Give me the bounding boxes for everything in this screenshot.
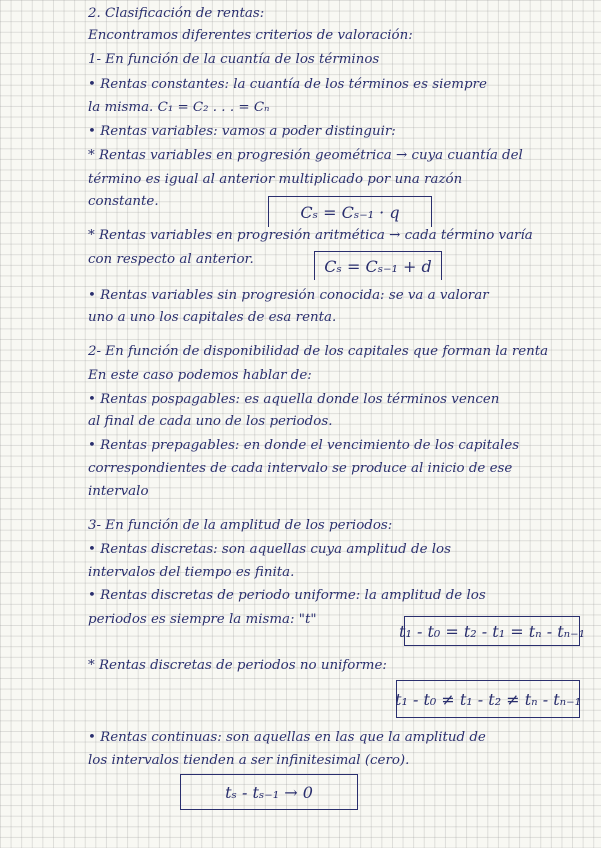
text-line: los intervalos tienden a ser infinitesimal (cero). — [88, 753, 410, 768]
text-line: la misma. C — [88, 100, 168, 115]
text-line: uno a uno los capitales de esa renta. — [88, 310, 337, 325]
text-line: * Rentas variables en progresión aritmética → cada término varía — [88, 228, 533, 243]
text-line: correspondientes de cada intervalo se produce al inicio de ese — [88, 461, 513, 476]
text-line: * Rentas discretas de periodos no uniforme: — [88, 658, 387, 673]
text-line: * Rentas variables en progresión geométrica → cuya cuantía del — [88, 148, 523, 163]
text-line: Encontramos diferentes criterios de valoración: — [88, 28, 413, 43]
subsection-heading: 2- En función de disponibilidad de los capitales que forman la renta — [88, 344, 549, 359]
formula-arithmetic: Cₛ = Cₛ₋₁ + d — [314, 251, 442, 280]
text-line: • Rentas discretas: son aquellas cuya amplitud de los — [88, 542, 451, 557]
text-line: intervalos del tiempo es finita. — [88, 565, 295, 580]
text-line: periodos es siempre la misma: "t" — [88, 612, 317, 627]
text-line: • Rentas variables sin progresión conocida: se va a valorar — [88, 288, 489, 303]
inline-formula: ₁ = C₂ . . . = Cₙ — [167, 100, 270, 115]
formula-uniform: t₁ - t₀ = t₂ - t₁ = tₙ - tₙ₋₁ — [404, 616, 580, 646]
subsection-heading: 3- En función de la amplitud de los periodos: — [88, 518, 393, 533]
text-line: al final de cada uno de los periodos. — [88, 414, 333, 429]
text-line: • Rentas continuas: son aquellas en las que la amplitud de — [88, 730, 486, 745]
formula-continuous: tₛ - tₛ₋₁ → 0 — [180, 774, 358, 810]
text-line: • Rentas constantes: la cuantía de los términos es siempre — [88, 77, 487, 92]
formula-non-uniform: t₁ - t₀ ≠ t₁ - t₂ ≠ tₙ - tₙ₋₁ — [396, 680, 580, 718]
text-line: constante. — [88, 194, 159, 209]
text-line: intervalo — [88, 484, 149, 499]
text-line: con respecto al anterior. — [88, 252, 254, 267]
text-line: • Rentas variables: vamos a poder distinguir: — [88, 124, 396, 139]
text-line: En este caso podemos hablar de: — [88, 368, 312, 383]
text-line-with-formula — [88, 100, 270, 116]
subsection-heading: 1- En función de la cuantía de los términos — [88, 52, 380, 67]
section-title: 2. Clasificación de rentas: — [88, 6, 265, 21]
text-line: término es igual al anterior multiplicado por una razón — [88, 172, 463, 187]
text-line: • Rentas pospagables: es aquella donde los términos vencen — [88, 392, 500, 407]
formula-geometric: Cₛ = Cₛ₋₁ · q — [268, 196, 432, 227]
text-line: • Rentas prepagables: en donde el vencimiento de los capitales — [88, 438, 520, 453]
text-line: • Rentas discretas de periodo uniforme: la amplitud de los — [88, 588, 486, 603]
